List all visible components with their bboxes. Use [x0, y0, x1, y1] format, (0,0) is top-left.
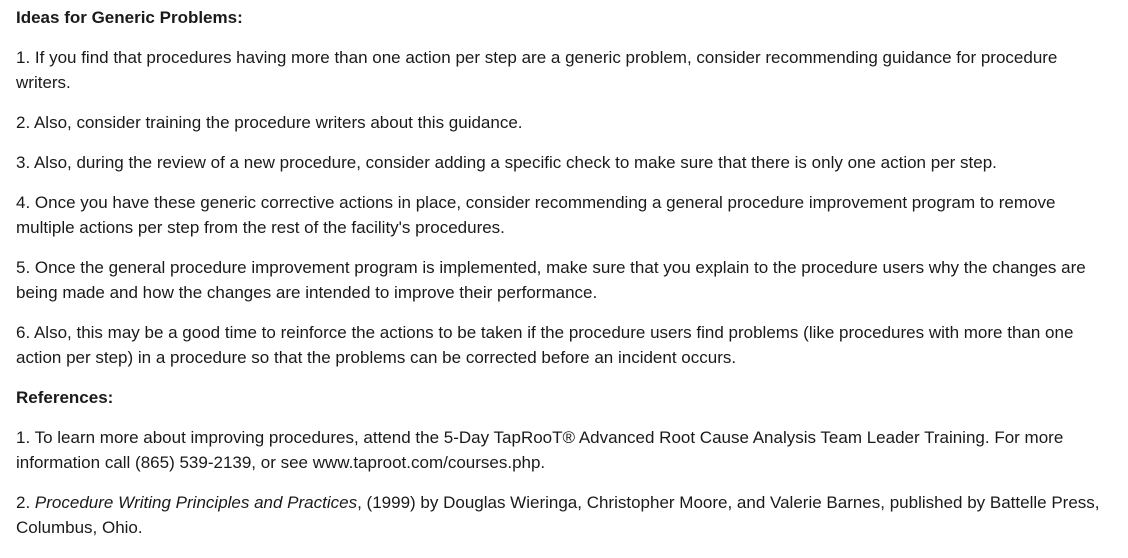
idea-item-3: 3. Also, during the review of a new procedure, consider adding a specific check to make sure that there is only one action per step. [16, 153, 997, 172]
reference-item-2 [16, 490, 1112, 540]
idea-item-4: 4. Once you have these generic corrective actions in place, consider recommending a general procedure improvement program to remove multiple actions per step from the rest of the facility's procedures. [16, 193, 1056, 237]
reference-item-1: 1. To learn more about improving procedures, attend the 5-Day TapRooT® Advanced Root Cause Analysis Team Leader Training. For more information call (865) 539-2139, or see www.taproot.com/courses.php. [16, 428, 1064, 472]
references-heading: References: [16, 388, 114, 407]
idea-item-2: 2. Also, consider training the procedure writers about this guidance. [16, 113, 523, 132]
reference-item-2-rest: , (1999) by Douglas Wieringa, Christopher Moore, and Valerie Barnes, published by Battelle Press, Columbus, Ohio. [16, 493, 1100, 537]
idea-item-5: 5. Once the general procedure improvement program is implemented, make sure that you explain to the procedure users why the changes are being made and how the changes are intended to improve their performance. [16, 258, 1086, 302]
reference-item-2-prefix: 2. [16, 493, 35, 512]
reference-book-title: Procedure Writing Principles and Practices [34, 493, 358, 512]
idea-item-1: 1. If you find that procedures having more than one action per step are a generic problem, consider recommending guidance for procedure writers. [16, 48, 1058, 92]
ideas-heading: Ideas for Generic Problems: [16, 8, 243, 27]
idea-item-6: 6. Also, this may be a good time to reinforce the actions to be taken if the procedure users find problems (like procedures with more than one action per step) in a procedure so that the problems can be corrected before an incident occurs. [16, 323, 1074, 367]
